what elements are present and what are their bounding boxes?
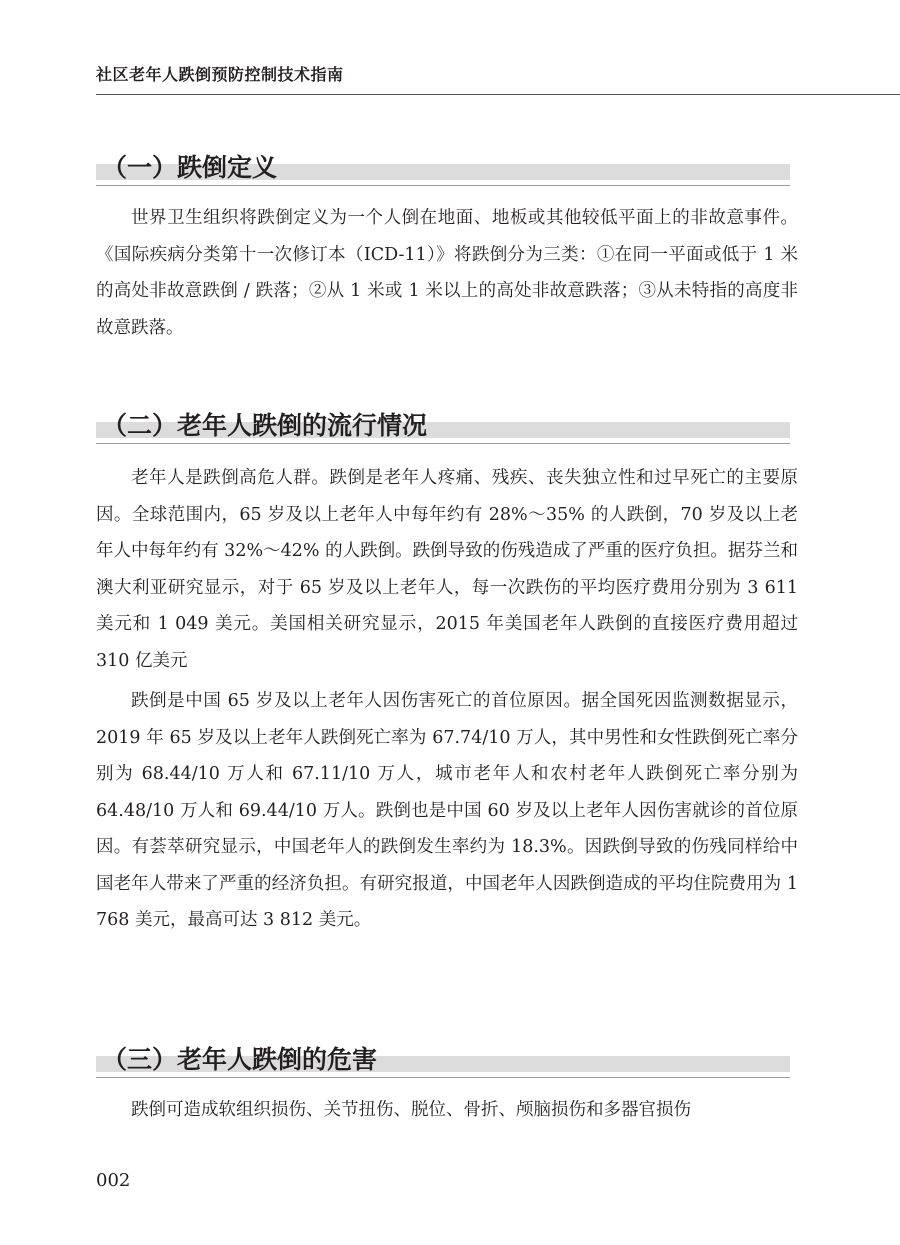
heading-underline: [96, 1077, 790, 1078]
body-paragraph: 世界卫生组织将跌倒定义为一个人倒在地面、地板或其他较低平面上的非故意事件。《国际疾病分类第十一次修订本（ICD-11）》将跌倒分为三类：①在同一平面或低于 1 米的高处非故意跌倒 / 跌落；②从 1 米或 1 米以上的高处非故意跌落；③从未特指的高度非故意跌落。: [96, 208, 798, 338]
running-header: 社区老年人跌倒预防控制技术指南: [96, 65, 344, 84]
section-heading-prevalence: [96, 400, 790, 444]
body-paragraph: 跌倒可造成软组织损伤、关节扭伤、脱位、骨折、颅脑损伤和多器官损伤: [131, 1100, 691, 1120]
body-paragraph: 跌倒是中国 65 岁及以上老年人因伤害死亡的首位原因。据全国死因监测数据显示，2019 年 65 岁及以上老年人跌倒死亡率为 67.74/10 万人，其中男性和女性跌倒死亡率分别为 68.44/10 万人和 67.11/10 万人，城市老年人和农村老年人跌倒死亡率分别为 64.48/10 万人和 69.44/10 万人。跌倒也是中国 60 岁及以上老年人因伤害就诊的首位原因。有荟萃研究显示，中国老年人的跌倒发生率约为 18.3%。因跌倒导致的伤残同样给中国老年人带来了严重的经济负担。有研究报道，中国老年人因跌倒造成的平均住院费用为 1 768 美元，最高可达 3 812 美元。: [96, 691, 798, 930]
section-heading-text: （二）老年人跌倒的流行情况: [102, 411, 428, 440]
section-heading-definition: [96, 142, 790, 186]
section-heading-text: （一）跌倒定义: [102, 153, 278, 182]
heading-underline: [96, 185, 790, 186]
body-paragraph: 老年人是跌倒高危人群。跌倒是老年人疼痛、残疾、丧失独立性和过早死亡的主要原因。全球范围内，65 岁及以上老年人中每年约有 28%～35% 的人跌倒，70 岁及以上老年人中每年约有 32%～42% 的人跌倒。跌倒导致的伤残造成了严重的医疗负担。据芬兰和澳大利亚研究显示，对于 65 岁及以上老年人，每一次跌伤的平均医疗费用分别为 3 611 美元和 1 049 美元。美国相关研究显示，2015 年美国老年人跌倒的直接医疗费用超过 310 亿美元: [96, 468, 798, 671]
heading-underline: [96, 443, 790, 444]
section-heading-text: （三）老年人跌倒的危害: [102, 1045, 378, 1074]
header-rule: [96, 94, 900, 95]
section-heading-harm: [96, 1034, 790, 1078]
page-number: 002: [96, 1170, 131, 1191]
